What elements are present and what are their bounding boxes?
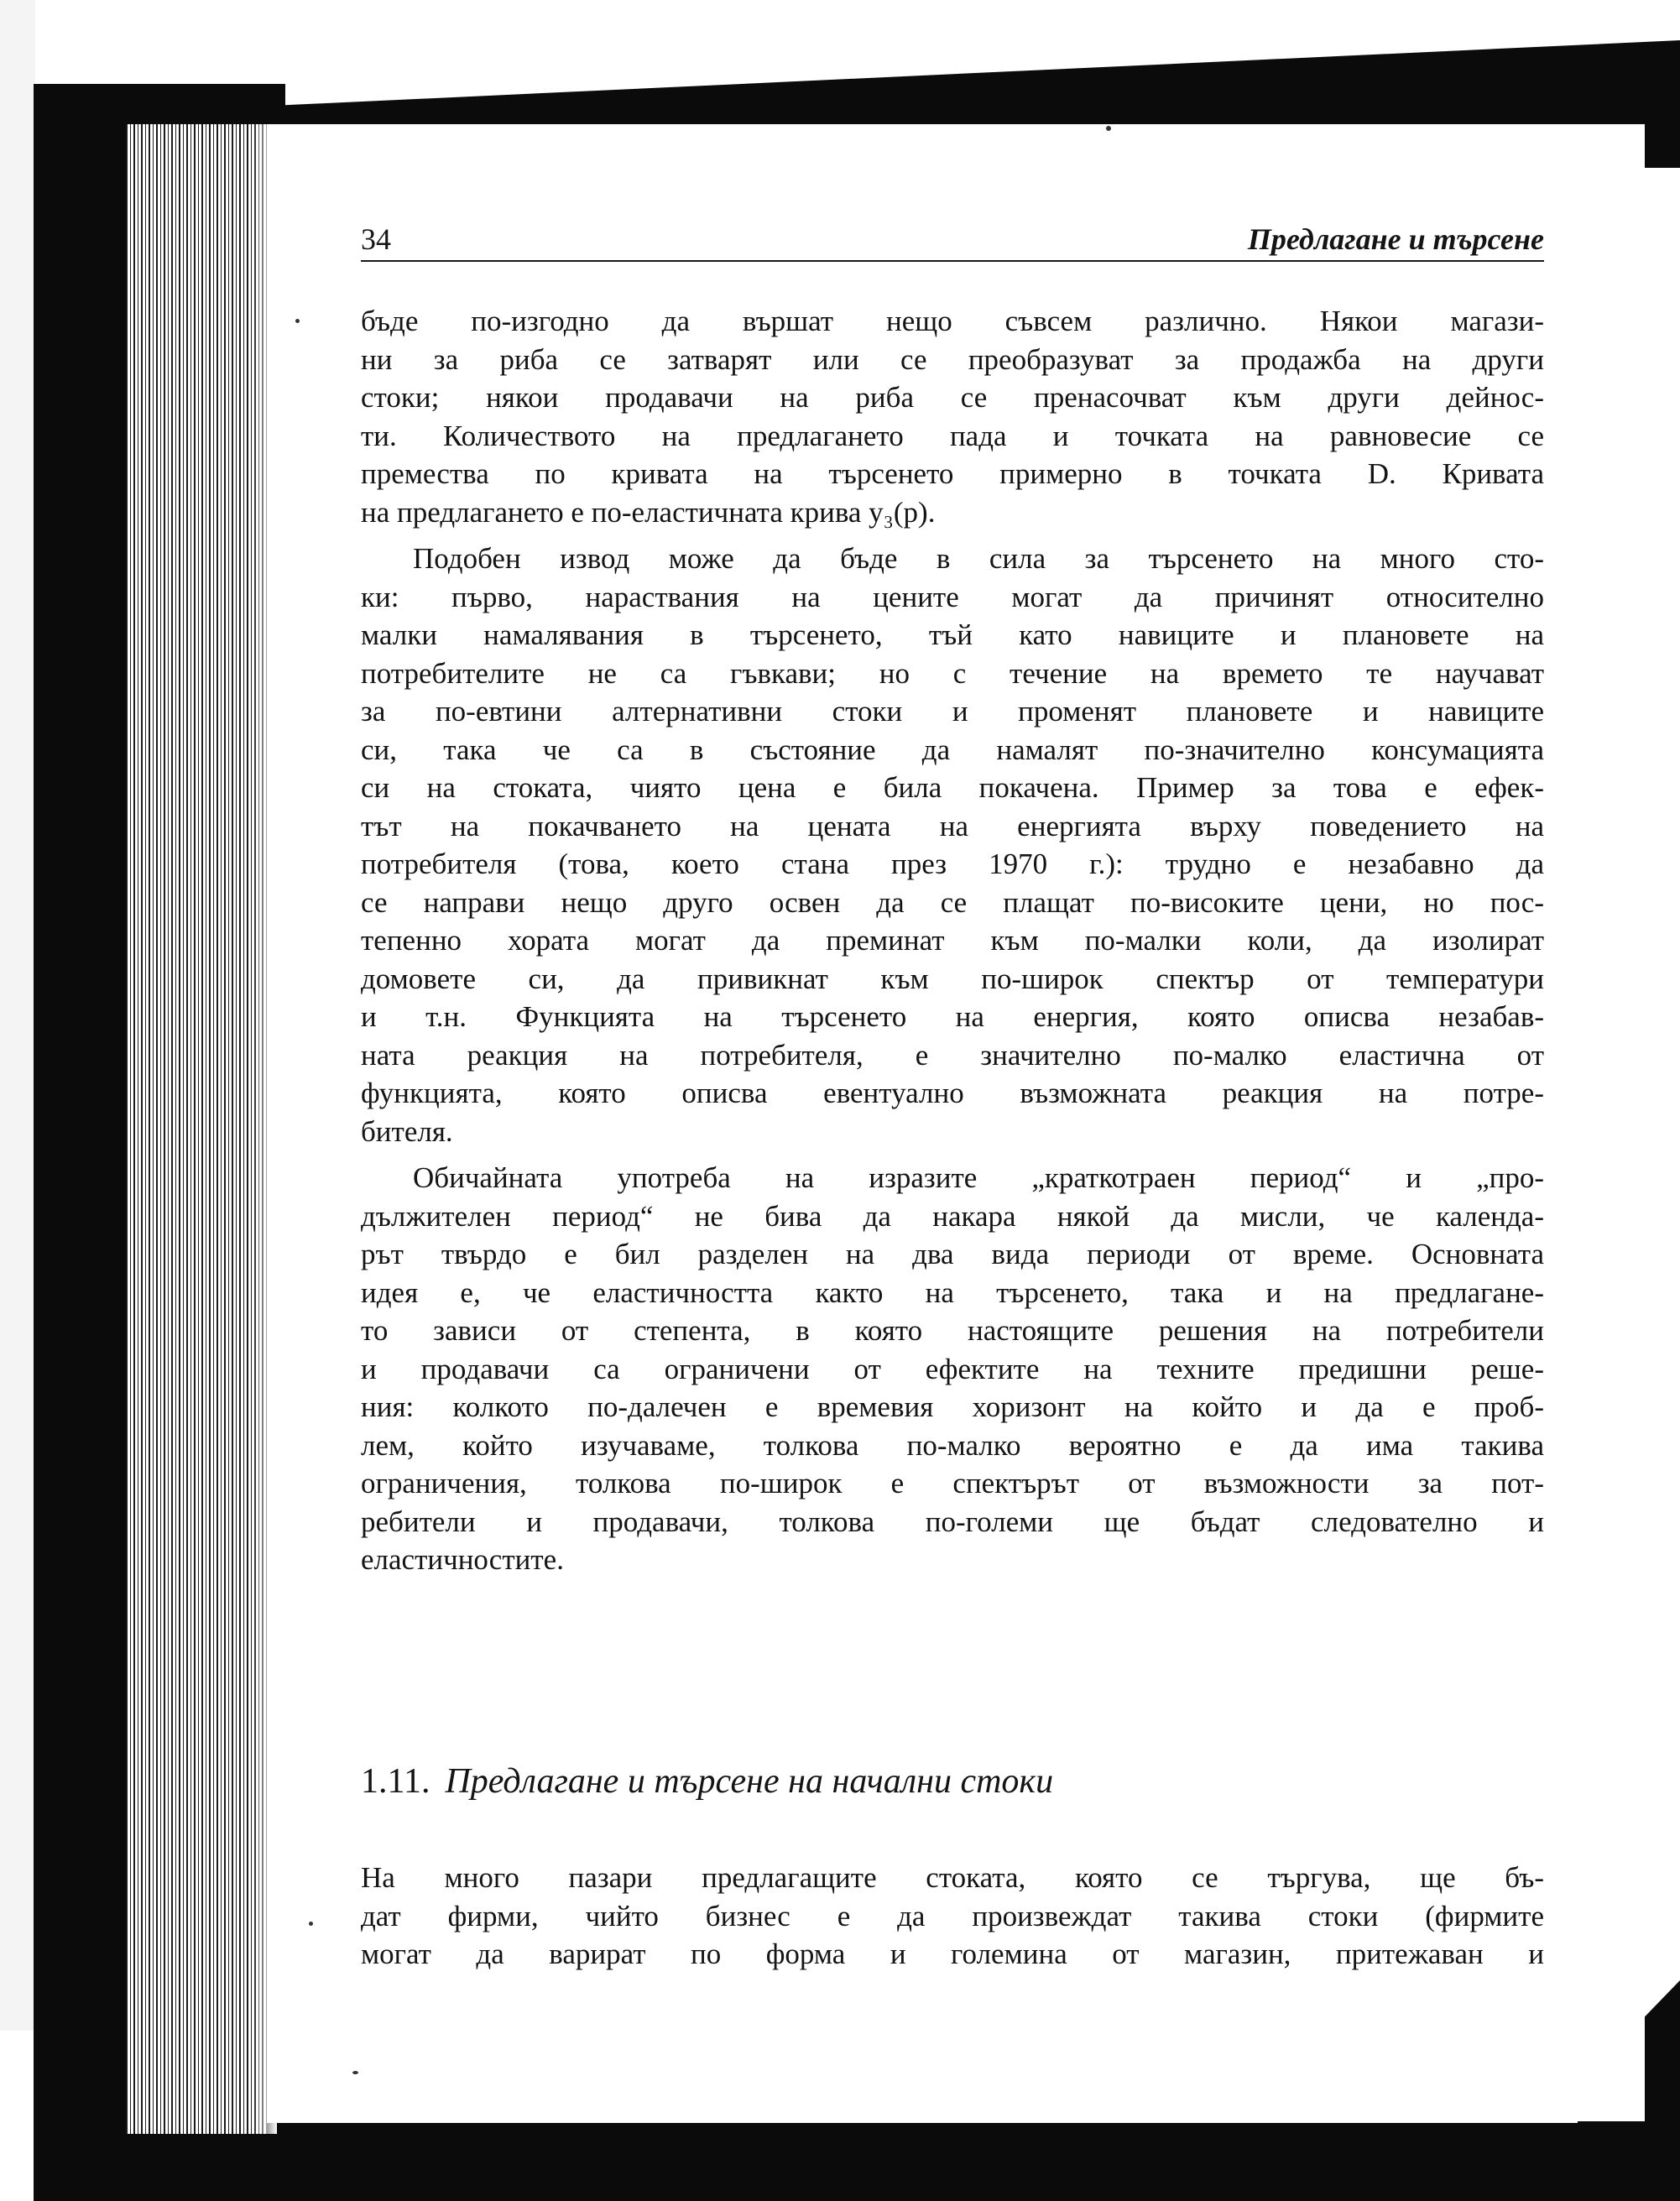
section-body-text xyxy=(361,1859,1544,1974)
text-line: дат фирми, чийто бизнес е да произвеждат такива стоки (фирмите xyxy=(361,1899,1544,1932)
page-edge-fade xyxy=(252,124,277,2134)
text-line: лем, който изучаваме, толкова по-малко вероятно е да има такива xyxy=(361,1428,1544,1462)
text-line: ната реакция на потребителя, е значително по-малко еластична от xyxy=(361,1038,1544,1072)
text-line: потребителя (това, което стана през 1970 г.): трудно е незабавно да xyxy=(361,848,1544,880)
text-line: и продавачи са ограничени от ефектите на техните предишни реше- xyxy=(361,1352,1544,1385)
text-line: Обичайната употреба на изразите „краткотраен период“ и „про- xyxy=(413,1161,1544,1194)
text-line: потребителите не са гъвкави; но с течение на времето те научават xyxy=(361,656,1544,690)
text-line: бъде по-изгодно да вършат нещо съвсем различно. Някои магази- xyxy=(361,305,1544,337)
text-line: ния: колкото по-далечен е времевия хоризонт на който и да е проб- xyxy=(361,1390,1544,1423)
text-line: стоки; някои продавачи на риба се пренасочват към други дейнос- xyxy=(361,381,1544,414)
scan-border-bottom xyxy=(34,2123,1680,2201)
text-line: ограничения, толкова по-широк е спектърът от възможности за пот- xyxy=(361,1467,1544,1499)
text-line: си, така че са в състояние да намалят по-значително консумацията xyxy=(361,733,1544,766)
page-number: 34 xyxy=(361,222,391,256)
text-line: и т.н. Функцията на търсенето на енергия, която описва незабав- xyxy=(361,1000,1544,1033)
scan-speck xyxy=(1106,126,1111,131)
text-line: ти. Количеството на предлагането пада и точката на равновесие се xyxy=(361,419,1544,452)
text-line: рът твърдо е бил разделен на два вида периоди от време. Основната xyxy=(361,1238,1544,1270)
text-line: малки намалявания в търсенето, тъй като навиците и плановете на xyxy=(361,618,1544,651)
body-text xyxy=(361,302,1544,1579)
paragraph xyxy=(361,1159,1544,1579)
book-page-edges xyxy=(126,124,267,2134)
paragraph xyxy=(361,540,1544,1150)
text-line: бителя. xyxy=(361,1114,453,1148)
text-line: ни за риба се затварят или се преобразуват за продажба на други xyxy=(361,342,1544,376)
text-line: ки: първо, нараствания на цените могат да причинят относително xyxy=(361,580,1544,613)
text-line: си на стоката, чиято цена е била покачена. Пример за това е ефек- xyxy=(361,771,1544,804)
text-line: се направи нещо друго освен да се плащат по-високите цени, но пос- xyxy=(361,885,1544,919)
scan-border-left xyxy=(34,84,126,2201)
text-line: На много пазари предлагащите стоката, която се търгува, ще бъ- xyxy=(361,1861,1544,1894)
text-line: на предлагането е по-еластичната крива y₃(p). xyxy=(361,495,936,529)
text-line: за по-евтини алтернативни стоки и променят плановете и навиците xyxy=(361,695,1544,728)
text-line: ребители и продавачи, толкова по-големи ще бъдат следователно и xyxy=(361,1505,1544,1538)
text-line: дължителен период“ не бива да накара някой да мисли, че календа- xyxy=(361,1199,1544,1233)
text-line: могат да варират по форма и големина от магазин, притежаван и xyxy=(361,1938,1544,1970)
scan-speck xyxy=(309,1922,313,1926)
text-line: тът на покачването на цената на енергията върху поведението на xyxy=(361,809,1544,842)
section-number: 1.11. xyxy=(361,1762,430,1801)
section-heading xyxy=(361,1758,1544,1805)
text-line: премества по кривата на търсенето примерно в точката D. Кривата xyxy=(361,457,1544,490)
text-line: домовете си, да привикнат към по-широк спектър от температури xyxy=(361,962,1544,995)
paragraph xyxy=(361,302,1544,531)
scan-speck xyxy=(295,319,300,323)
text-line: тепенно хората могат да преминат към по-малки коли, да изолират xyxy=(361,924,1544,957)
running-head xyxy=(361,220,1544,262)
text-line: идея е, че еластичността както на търсенето, така и на предлагане- xyxy=(361,1275,1544,1309)
text-line: то зависи от степента, в която настоящите решения на потребители xyxy=(361,1314,1544,1347)
running-head-title: Предлагане и търсене xyxy=(1247,222,1544,256)
text-line: Подобен извод може да бъде в сила за търсенето на много сто- xyxy=(413,542,1544,575)
section-title: Предлагане и търсене на начални стоки xyxy=(445,1762,1054,1801)
text-line: функцията, която описва евентуално възможната реакция на потре- xyxy=(361,1077,1544,1109)
scan-margin-right xyxy=(0,0,35,2031)
text-line: еластичностите. xyxy=(361,1543,564,1576)
scan-speck xyxy=(352,2071,358,2074)
